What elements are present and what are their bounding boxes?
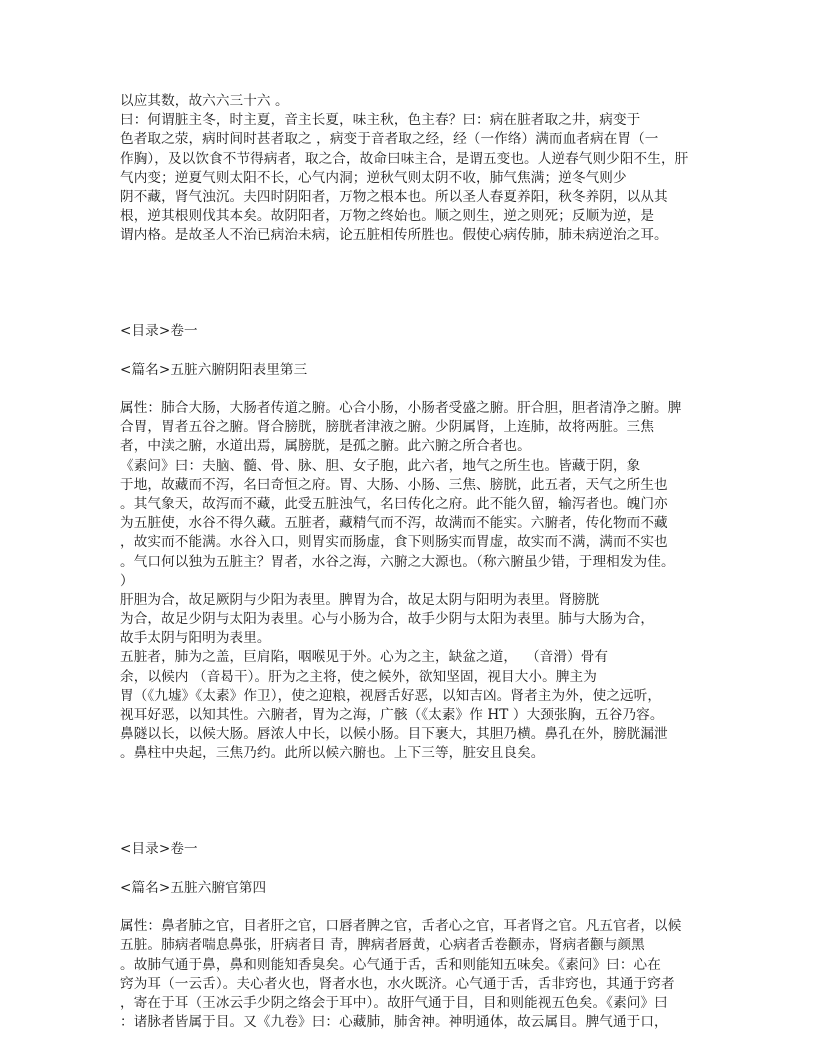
- text-line: 。故肺气通于鼻，鼻和则能知香臭矣。心气通于舌，舌和则能知五味矣。《素问》曰：心在: [120, 956, 661, 973]
- text-line: ，故实而不能满。水谷入口，则胃实而肠虚，食下则肠实而胃虚，故实而不满，满而不实也: [120, 534, 668, 551]
- section-title: <篇名>五脏六腑官第四: [120, 879, 267, 896]
- blank-line: [120, 341, 710, 360]
- text-line: 气内变；逆夏气则太阳不长，心气内洞；逆秋气则太阴不收，肺气焦满；逆冬气则少: [120, 169, 627, 186]
- text-line: 视耳好恶，以知其性。六腑者，胃为之海，广骸（《太素》作 HT ）大颈张胸，五谷乃容。: [120, 707, 664, 724]
- text-line: 故手太阴与阳明为表里。: [120, 630, 271, 647]
- text-line: 五脏者，肺为之盖，巨肩陷，咽喉见于外。心为之主，缺盆之道， （音滑）骨有: [120, 649, 609, 666]
- text-line: 以应其数，故六六三十六 。: [120, 93, 289, 109]
- toc-label: <目录>卷一: [120, 841, 198, 858]
- text-line: 为合，故足少阴与太阳为表里。心与小肠为合，故手少阴与太阳为表里。肺与大肠为合，: [120, 611, 655, 628]
- text-line: 为五脏使，水谷不得久藏。五脏者，藏精气而不泻，故满而不能实。六腑者，传化物而不藏: [120, 515, 668, 532]
- toc-label: <目录>卷一: [120, 323, 198, 340]
- section-3: [120, 322, 710, 763]
- text-line: 五脏。肺病者喘息鼻张，肝病者目 青，脾病者唇黄，心病者舌卷颧赤，肾病者颧与颜黑: [120, 937, 645, 954]
- text-line: 谓内格。是故圣人不治已病治未病，论五脏相传所胜也。假使心病传肺，肺未病逆治之耳。: [120, 227, 668, 244]
- section-title: <篇名>五脏六腑阴阳表里第三: [120, 361, 308, 378]
- intro-block: [120, 92, 710, 246]
- section-gap: [120, 246, 710, 323]
- document-page: [120, 92, 710, 1032]
- text-line: 合胃，胃者五谷之腑。肾合膀胱，膀胱者津液之腑。少阴属肾，上连肺，故将两脏。三焦: [120, 419, 655, 436]
- text-line: 根，逆其根则伐其本矣。故阴阳者，万物之终始也。顺之则生，逆之则死；反顺为逆，是: [120, 208, 655, 225]
- blank-line: [120, 860, 710, 879]
- text-line: 胃（《九墟》《太素》作卫），使之迎粮，视唇舌好恶，以知吉凶。肾者主为外，使之远听，: [120, 687, 662, 704]
- text-line: 。气口何以独为五脏主？胃者，水谷之海，六腑之大源也。（称六腑虽少错，于理相发为佳。: [120, 553, 675, 570]
- text-line: 属性：鼻者肺之官，目者肝之官，口唇者脾之官，舌者心之官，耳者肾之官。凡五官者，以候: [120, 918, 682, 935]
- text-line: 者，中渎之腑，水道出焉，属膀胱，是孤之腑。此六腑之所合者也。: [120, 438, 531, 455]
- text-line: ，寄在于耳（王冰云手少阴之络会于耳中）。故肝气通于目，目和则能视五色矣。《素问》曰: [120, 994, 668, 1011]
- text-line: 鼻隧以长，以候大肠。唇浓人中长，以候小肠。目下裹大，其胆乃横。鼻孔在外，膀胱漏泄: [120, 726, 668, 743]
- text-line: 曰：何谓脏主冬，时主夏，音主长夏，味主秋，色主春？曰：病在脏者取之井，病变于: [120, 112, 641, 129]
- blank-line: [120, 898, 710, 917]
- text-line: 窍为耳（一云舌）。夫心者火也，肾者水也，水火既济。心气通于舌，舌非窍也，其通于窍者: [120, 975, 675, 992]
- text-line: 《素问》曰：夫脑、髓、骨、脉、胆、女子胞，此六者，地气之所生也。皆藏于阴，象: [120, 457, 641, 474]
- text-line: 肝胆为合，故足厥阴与少阳为表里。脾胃为合，故足太阴与阳明为表里。肾膀胱: [120, 591, 600, 608]
- text-line: 于地，故藏而不泻，名曰奇恒之府。胃、大肠、小肠、三焦、膀胱，此五者，天气之所生也: [120, 476, 668, 493]
- section-gap: [120, 764, 710, 841]
- blank-line: [120, 380, 710, 399]
- text-line: 。其气象天，故泻而不藏，此受五脏浊气，名曰传化之府。此不能久留，输泻者也。魄门亦: [120, 495, 668, 512]
- text-line: ）: [120, 572, 134, 589]
- text-line: 色者取之荥，病时间时甚者取之 ，病变于音者取之经，经（一作络）满而血者病在胃（一: [120, 131, 659, 148]
- text-line: 。鼻柱中央起，三焦乃约。此所以候六腑也。上下三等，脏安且良矣。: [120, 745, 545, 762]
- text-line: ：诸脉者皆属于目。又《九卷》曰：心藏肺，肺舍神。神明通体，故云属目。脾气通于口，: [120, 1014, 668, 1031]
- text-line: 余，以候内 （音曷干）。肝为之主将，使之候外，欲知坚固，视目大小。脾主为: [120, 668, 597, 685]
- text-line: 属性：肺合大肠，大肠者传道之腑。心合小肠，小肠者受盛之腑。肝合胆，胆者清净之腑。脾: [120, 400, 682, 417]
- text-line: 作胸），及以饮食不节得病者，取之合，故命曰味主合，是谓五变也。人逆春气则少阳不生，肝: [120, 150, 689, 167]
- text-line: 阴不藏，肾气浊沉。夫四时阴阳者，万物之根本也。所以圣人春夏养阳，秋冬养阴，以从其: [120, 188, 668, 205]
- section-4: [120, 840, 710, 1032]
